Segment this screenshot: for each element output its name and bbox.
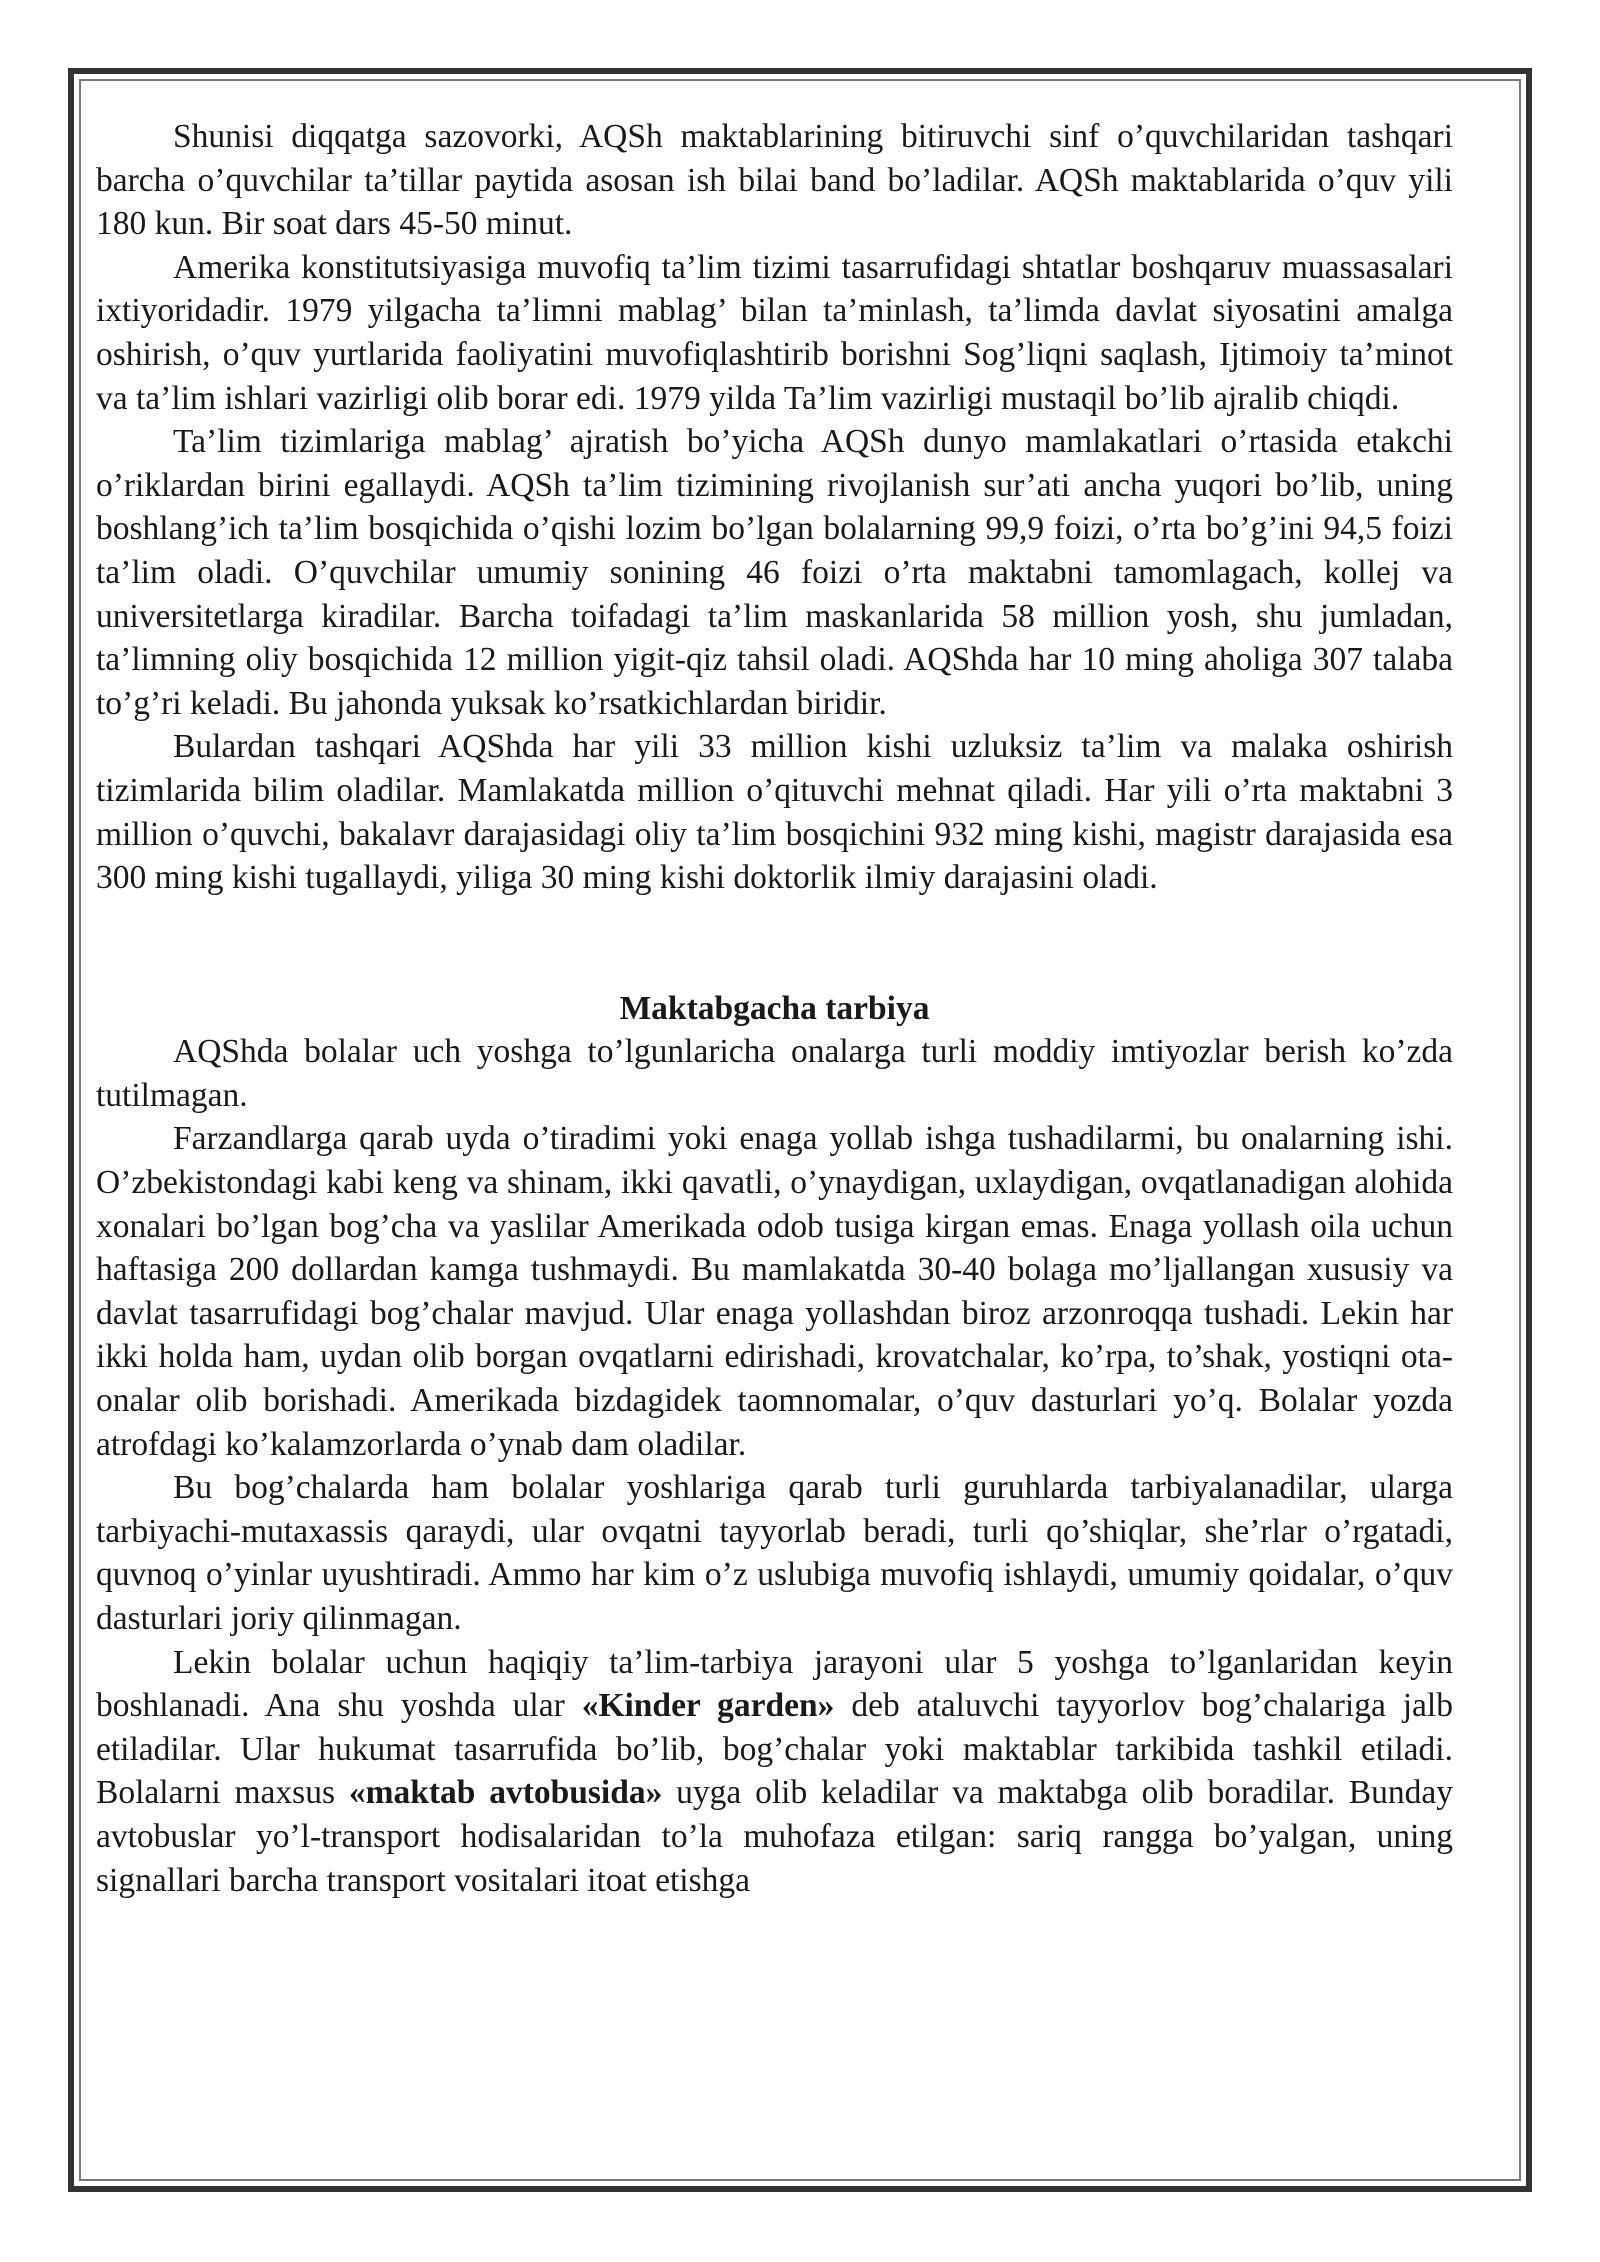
paragraph: AQShda bolalar uch yoshga to’lgunlaricha onalarga turli moddiy imtiyozlar berish ko’zda tutilmagan. <box>96 1033 1453 1114</box>
section-heading: Maktabgacha tarbiya <box>619 989 930 1027</box>
paragraph: Bulardan tashqari AQShda har yili 33 million kishi uzluksiz ta’lim va malaka oshirish tizimlarida bilim oladilar. Mamlakatda million o’qituvchi mehnat qiladi. Har yili o’rta maktabni 3 million o’quvchi, bakalavr darajasidagi oliy ta’lim bosqichini 932 ming kishi, magistr darajasida esa 300 ming kishi tugallaydi, yiliga 30 ming kishi doktorlik ilmiy darajasini oladi. <box>96 728 1453 897</box>
paragraph: Bu bog’chalarda ham bolalar yoshlariga qarab turli guruhlarda tarbiyalanadilar, ularga tarbiyachi-mutaxassis qaraydi, ular ovqatni tayyorlab beradi, turli qo’shiqlar, she’rlar o’rgatadi, quvnoq o’yinlar uyushtiradi. Ammo har kim o’z uslubiga muvofiq ishlaydi, umumiy qoidalar, o’quv dasturlari joriy qilinmagan. <box>96 1469 1453 1637</box>
paragraph-last <box>96 1641 1453 1903</box>
section-spacer <box>96 900 1453 987</box>
document-body <box>96 115 1453 1902</box>
bold-term-maktab-avtobusida: «maktab avtobusida» <box>348 1774 663 1812</box>
text-segment: deb ataluvchi tayyorlov bog’chalariga jalb etiladilar. Ular hukumat tasarrufida bo’lib, bog’chalar yoki maktablar tarkibida tashkil etiladi. Bolalarni maxsus <box>96 1687 1453 1812</box>
paragraph: Shunisi diqqatga sazovorki, AQSh maktablarining bitiruvchi sinf o’quvchilaridan tashqari barcha o’quvchilar ta’tillar paytida asosan ish bilai band bo’ladilar. AQSh maktablarida o’quv yili 180 kun. Bir soat dars 45-50 minut. <box>96 118 1453 243</box>
paragraph: Ta’lim tizimlariga mablag’ ajratish bo’yicha AQSh dunyo mamlakatlari o’rtasida etakchi o’riklardan birini egallaydi. AQSh ta’lim tizimining rivojlanish sur’ati ancha yuqori bo’lib, uning boshlang’ich ta’lim bosqichida o’qishi lozim bo’lgan bolalarning 99,9 foizi, o’rta bo’g’ini 94,5 foizi ta’lim oladi. O’quvchilar umumiy sonining 46 foizi o’rta maktabni tamomlagach, kollej va universitetlarga kiradilar. Barcha toifadagi ta’lim maskanlarida 58 million yosh, shu jumladan, ta’limning oliy bosqichida 12 million yigit-qiz tahsil oladi. AQShda har 10 ming aholiga 307 talaba to’g’ri keladi. Bu jahonda yuksak ko’rsatkichlardan biridir. <box>96 423 1453 722</box>
text-segment: uyga olib keladilar va maktabga olib boradilar. Bunday avtobuslar yo’l-transport hodisalaridan to’la muhofaza etilgan: sariq rangga bo’yalgan, uning signallari barcha transport vositalari itoat etishga <box>96 1774 1453 1899</box>
paragraph: Farzandlarga qarab uyda o’tiradimi yoki enaga yollab ishga tushadilarmi, bu onalarning ishi. O’zbekistondagi kabi keng va shinam, ikki qavatli, o’ynaydigan, uxlaydigan, ovqatlanadigan alohida xonalari bo’lgan bog’cha va yaslilar Amerikada odob tusiga kirgan emas. Enaga yollash oila uchun haftasiga 200 dollardan kamga tushmaydi. Bu mamlakatda 30-40 bolaga mo’ljallangan xususiy va davlat tasarrufidagi bog’chalar mavjud. Ular enaga yollashdan biroz arzonroqqa tushadi. Lekin har ikki holda ham, uydan olib borgan ovqatlarni edirishadi, krovatchalar, ko’rpa, to’shak, yostiqni ota-onalar olib borishadi. Amerikada bizdagidek taomnomalar, o’quv dasturlari yo’q. Bolalar yozda atrofdagi ko’kalamzorlarda o’ynab dam oladilar. <box>96 1120 1453 1463</box>
text-segment: Lekin bolalar uchun haqiqiy ta’lim-tarbiya jarayoni ular 5 yoshga to’lganlaridan keyin boshlanadi. Ana shu yoshda ular <box>96 1643 1453 1725</box>
paragraph: Amerika konstitutsiyasiga muvofiq ta’lim tizimi tasarrufidagi shtatlar boshqaruv muassasalari ixtiyoridadir. 1979 yilgacha ta’limni mablag’ bilan ta’minlash, ta’limda davlat siyosatini amalga oshirish, o’quv yurtlarida faoliyatini muvofiqlashtirib borishni Sog’liqni saqlash, Ijtimoiy ta’minot va ta’lim ishlari vazirligi olib borar edi. 1979 yilda Ta’lim vazirligi mustaqil bo’lib ajralib chiqdi. <box>96 248 1453 417</box>
bold-term-kinder-garden: «Kinder garden» <box>581 1687 835 1725</box>
